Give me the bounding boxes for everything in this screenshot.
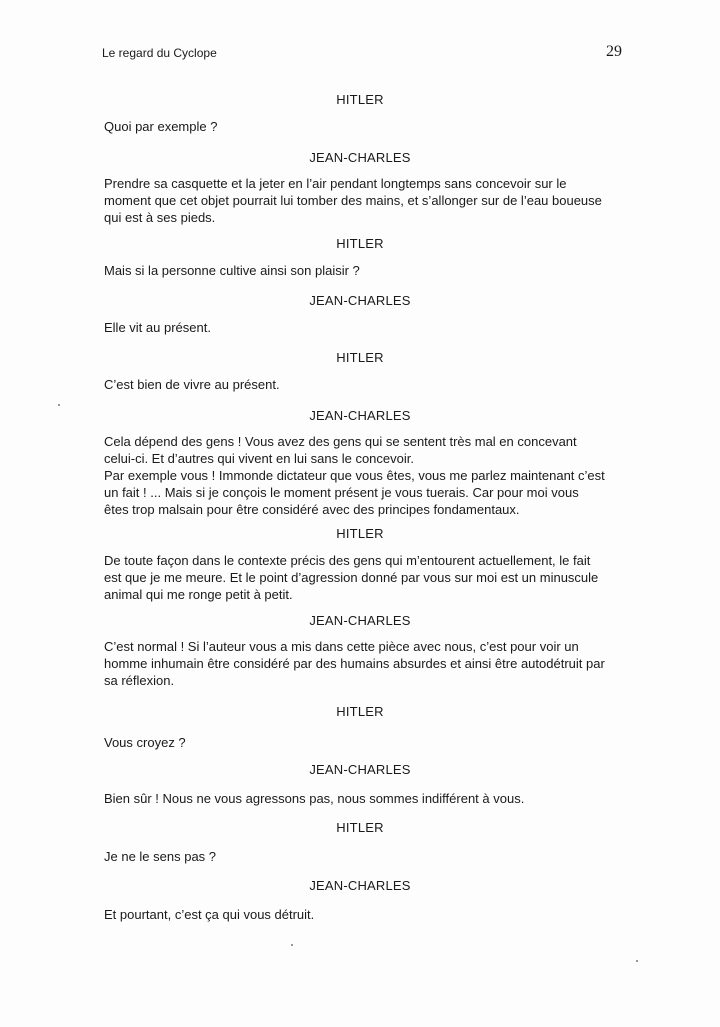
dialogue-line: celui-ci. Et d’autres qui vivent en lui sans le concevoir. — [104, 451, 414, 466]
scan-speck — [636, 960, 638, 962]
dialogue-text — [104, 848, 624, 865]
speaker-name: JEAN-CHARLES — [309, 150, 411, 165]
dialogue-text — [104, 790, 624, 807]
speaker-name: JEAN-CHARLES — [309, 613, 411, 628]
dialogue-line: Vous croyez ? — [104, 735, 186, 750]
dialogue-line: Et pourtant, c’est ça qui vous détruit. — [104, 907, 315, 922]
dialogue-line: animal qui me ronge petit à petit. — [104, 587, 293, 602]
dialogue-line: moment que cet objet pourrait lui tomber des mains, et s’allonger sur de l’eau boueuse — [104, 193, 602, 208]
speaker-name: HITLER — [336, 236, 384, 251]
dialogue-text — [104, 319, 624, 336]
dialogue-line: sa réflexion. — [104, 673, 175, 688]
speaker-name: HITLER — [336, 350, 384, 365]
dialogue-line: homme inhumain être considéré par des humains absurdes et ainsi être autodétruit par — [104, 656, 605, 671]
dialogue-line: Prendre sa casquette et la jeter en l’air pendant longtemps sans concevoir sur le — [104, 176, 567, 191]
dialogue-line: C’est bien de vivre au présent. — [104, 377, 280, 392]
dialogue-line: C’est normal ! Si l’auteur vous a mis dans cette pièce avec nous, c’est pour voir un — [104, 639, 579, 654]
speaker-name: JEAN-CHARLES — [309, 408, 411, 423]
dialogue-line: De toute façon dans le contexte précis des gens qui m’entourent actuellement, le fait — [104, 553, 591, 568]
speaker-name: HITLER — [336, 820, 384, 835]
dialogue-line: Bien sûr ! Nous ne vous agressons pas, nous sommes indifférent à vous. — [104, 791, 525, 806]
dialogue-text — [104, 262, 624, 279]
dialogue-line: Quoi par exemple ? — [104, 119, 218, 134]
speaker-name: HITLER — [336, 526, 384, 541]
speaker-name: JEAN-CHARLES — [309, 762, 411, 777]
dialogue-text — [104, 118, 624, 135]
scan-speck — [291, 944, 293, 946]
dialogue-line: êtes trop malsain pour être considéré avec des principes fondamentaux. — [104, 502, 520, 517]
dialogue-text — [104, 906, 624, 923]
dialogue-line: Je ne le sens pas ? — [104, 849, 217, 864]
speaker-name: HITLER — [336, 704, 384, 719]
dialogue-line: est que je me meure. Et le point d’agression donné par vous sur moi est un minuscule — [104, 570, 599, 585]
dialogue-line: Par exemple vous ! Immonde dictateur que vous êtes, vous me parlez maintenant c’est — [104, 468, 605, 483]
dialogue-line: Mais si la personne cultive ainsi son plaisir ? — [104, 263, 360, 278]
dialogue-text — [104, 552, 624, 603]
dialogue-line: qui est à ses pieds. — [104, 210, 216, 225]
dialogue-line: Cela dépend des gens ! Vous avez des gens qui se sentent très mal en concevant — [104, 434, 577, 449]
scan-speck — [58, 404, 60, 406]
dialogue-line: Elle vit au présent. — [104, 320, 211, 335]
dialogue-text — [104, 433, 624, 518]
dialogue-text — [104, 175, 624, 226]
dialogue-line: un fait ! ... Mais si je conçois le moment présent je vous tuerais. Car pour moi vous — [104, 485, 579, 500]
running-header-title: Le regard du Cyclope — [102, 46, 217, 60]
dialogue-text — [104, 376, 624, 393]
page-number: 29 — [606, 43, 622, 60]
dialogue-text — [104, 734, 624, 751]
speaker-name: JEAN-CHARLES — [309, 878, 411, 893]
dialogue-text — [104, 638, 624, 689]
speaker-name: HITLER — [336, 92, 384, 107]
speaker-name: JEAN-CHARLES — [309, 293, 411, 308]
